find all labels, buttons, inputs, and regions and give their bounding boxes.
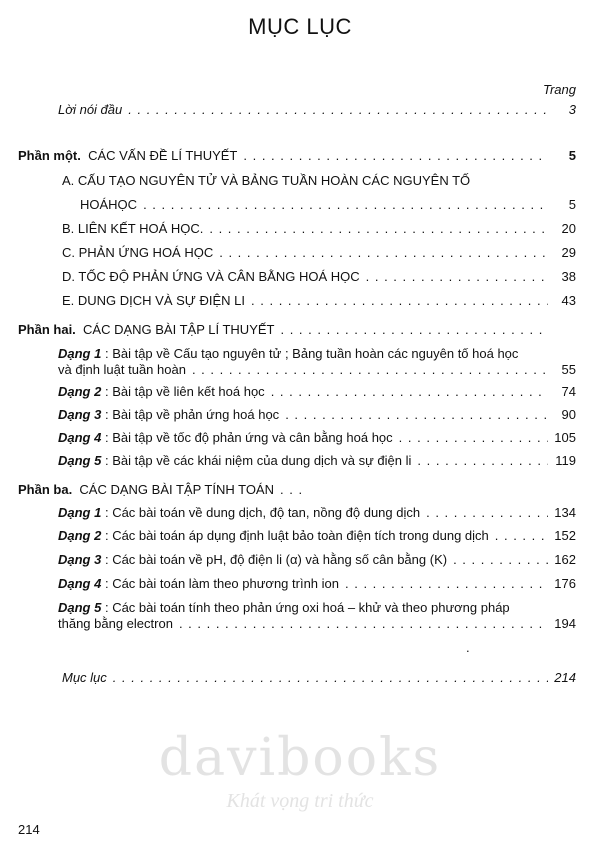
entry-page: 5	[568, 197, 576, 212]
entry-text: D. TỐC ĐỘ PHẢN ỨNG VÀ CÂN BẰNG HOÁ HỌC	[62, 269, 360, 284]
dot-leader	[495, 528, 548, 544]
toc-entry-2-4[interactable]	[58, 430, 576, 446]
entry-text: B. LIÊN KẾT HOÁ HỌC.	[62, 221, 204, 236]
dang-label: Dạng 2	[58, 384, 102, 399]
page-column-label: Trang	[543, 82, 576, 97]
entry-text: Lời nói đầu	[58, 102, 123, 117]
dot-leader	[285, 407, 548, 423]
entry-text: : Bài tập về Cấu tạo nguyên tử ; Bảng tuần hoàn các nguyên tố hoá học	[104, 346, 519, 361]
entry-text: : Các bài toán làm theo phương trình ion	[104, 576, 340, 591]
dot-leader	[366, 269, 548, 285]
toc-entry-3-2[interactable]	[58, 528, 576, 544]
dot-leader	[243, 148, 548, 164]
entry-text: và định luật tuần hoàn	[58, 362, 186, 377]
entry-text: : Bài tập về phản ứng hoá học	[104, 407, 280, 422]
dang-label: Dạng 1	[58, 346, 102, 361]
entry-text: Mục lục	[62, 670, 107, 685]
part-label: Phần hai.	[18, 322, 76, 337]
toc-entry-2-5[interactable]	[58, 453, 576, 469]
watermark-slogan: Khát vọng tri thức	[226, 790, 374, 812]
dot-leader	[143, 197, 548, 213]
dang-label: Dạng 4	[58, 430, 102, 445]
entry-page: 194	[554, 616, 576, 631]
dot-leader	[399, 430, 548, 446]
page-title: MỤC LỤC	[248, 14, 352, 39]
entry-text: E. DUNG DỊCH VÀ SỰ ĐIỆN LI	[62, 293, 246, 308]
entry-text: C. PHẢN ỨNG HOÁ HỌC	[62, 245, 214, 260]
dot-fragment: .	[466, 640, 470, 655]
dot-leader	[179, 616, 548, 632]
entry-page: 119	[555, 453, 576, 468]
toc-part-3[interactable]	[18, 482, 576, 498]
part-title: CÁC VẤN ĐỀ LÍ THUYẾT	[88, 148, 238, 163]
dot-leader	[192, 362, 548, 378]
part-label: Phần ba.	[18, 482, 73, 497]
toc-entry-2-3[interactable]	[58, 407, 576, 423]
dot-leader	[453, 552, 548, 568]
entry-page: 162	[554, 552, 576, 567]
toc-entry-2-1-line1[interactable]	[58, 346, 518, 362]
part-title: CÁC DẠNG BÀI TẬP TÍNH TOÁN	[79, 482, 274, 497]
entry-page: 55	[561, 362, 576, 377]
page-number: 214	[18, 822, 40, 837]
entry-page: 134	[554, 505, 576, 520]
entry-page: 105	[554, 430, 576, 445]
dot-leader	[128, 102, 548, 118]
entry-text: : Bài tập về liên kết hoá học	[104, 384, 265, 399]
dot-leader	[345, 576, 548, 592]
toc-entry-3-5[interactable]	[58, 616, 576, 632]
dang-label: Dạng 3	[58, 407, 102, 422]
dang-label: Dạng 5	[58, 600, 102, 615]
entry-text: : Các bài toán về dung dịch, độ tan, nồng độ dung dịch	[104, 505, 421, 520]
dot-leader	[251, 293, 548, 309]
toc-entry-2-2[interactable]	[58, 384, 576, 400]
entry-page: 29	[561, 245, 576, 260]
dot-leader	[280, 482, 308, 498]
dot-leader	[113, 670, 548, 686]
toc-entry-3-3[interactable]	[58, 552, 576, 568]
entry-page: 5	[568, 148, 576, 163]
entry-page: 90	[561, 407, 576, 422]
dot-leader	[209, 221, 548, 237]
entry-text: : Các bài toán tính theo phản ứng oxi hoá – khử và theo phương pháp	[104, 600, 510, 615]
entry-text: thăng bằng electron	[58, 616, 173, 631]
dang-label: Dạng 3	[58, 552, 102, 567]
entry-text: : Các bài toán về pH, độ điện li (α) và hằng số cân bằng (K)	[104, 552, 448, 567]
entry-page: 3	[568, 102, 576, 117]
toc-entry-2-1[interactable]	[58, 362, 576, 378]
watermark-logo: davibooks	[158, 728, 442, 788]
entry-text: : Các bài toán áp dụng định luật bảo toàn điện tích trong dung dịch	[104, 528, 489, 543]
part-label: Phần một.	[18, 148, 81, 163]
toc-entry-1e[interactable]	[62, 293, 576, 309]
entry-page: 38	[561, 269, 576, 284]
toc-part-2[interactable]	[18, 322, 576, 338]
toc-entry-3-1[interactable]	[58, 505, 576, 521]
entry-text: : Bài tập về các khái niệm của dung dịch và sự điện li	[104, 453, 412, 468]
entry-text: : Bài tập về tốc độ phản ứng và cân bằng hoá học	[104, 430, 393, 445]
dang-label: Dạng 4	[58, 576, 102, 591]
entry-page: 20	[561, 221, 576, 236]
entry-page: 176	[554, 576, 576, 591]
dot-leader	[280, 322, 548, 338]
dot-leader	[417, 453, 548, 469]
toc-entry-1c[interactable]	[62, 245, 576, 261]
toc-entry-1a-line1[interactable]: A. CẤU TẠO NGUYÊN TỬ VÀ BẢNG TUẦN HOÀN CÁC NGUYÊN TỐ	[62, 173, 471, 188]
toc-entry-index[interactable]	[62, 670, 576, 686]
entry-page: 214	[554, 670, 576, 685]
entry-page: 74	[561, 384, 576, 399]
dot-leader	[271, 384, 548, 400]
dang-label: Dạng 5	[58, 453, 102, 468]
toc-entry-1d[interactable]	[62, 269, 576, 285]
toc-entry-preface[interactable]	[58, 102, 576, 118]
toc-entry-3-4[interactable]	[58, 576, 576, 592]
toc-entry-1a[interactable]	[80, 197, 576, 213]
dot-leader	[219, 245, 548, 261]
dang-label: Dạng 1	[58, 505, 102, 520]
toc-entry-3-5-line1[interactable]	[58, 600, 510, 616]
toc-part-1[interactable]	[18, 148, 576, 164]
entry-page: 43	[561, 293, 576, 308]
part-title: CÁC DẠNG BÀI TẬP LÍ THUYẾT	[83, 322, 275, 337]
entry-text: HOÁHỌC	[80, 197, 138, 212]
dot-leader	[426, 505, 548, 521]
toc-entry-1b[interactable]	[62, 221, 576, 237]
entry-page: 152	[554, 528, 576, 543]
dang-label: Dạng 2	[58, 528, 102, 543]
